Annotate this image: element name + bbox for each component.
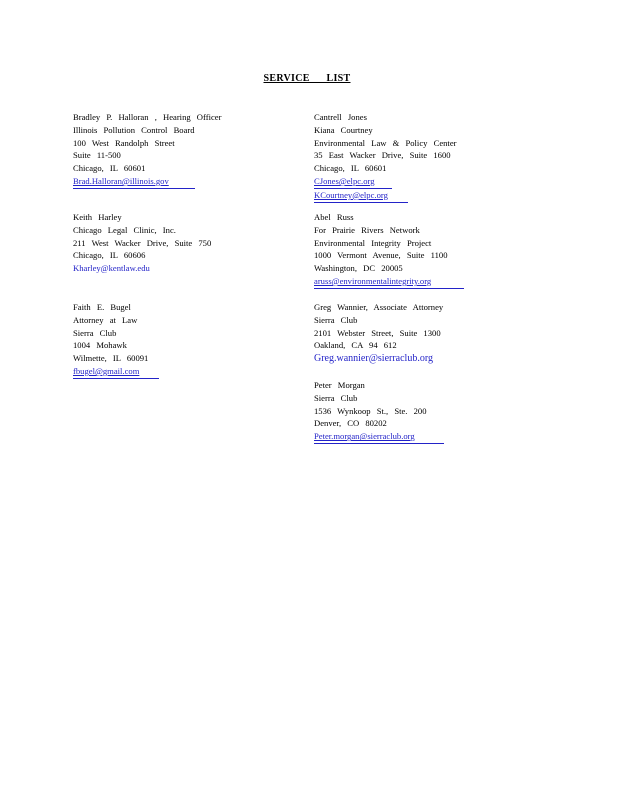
- entry-line: Chicago, IL 60606: [73, 250, 146, 261]
- entry-line: Chicago, IL 60601: [73, 163, 146, 174]
- entry-line: Denver, CO 80202: [314, 418, 387, 429]
- email-link[interactable]: Brad.Halloran@illinois.gov: [73, 175, 169, 186]
- entry-line: Environmental Integrity Project: [314, 237, 432, 248]
- email-link[interactable]: Peter.morgan@sierraclub.org: [314, 431, 415, 442]
- entry-line: Chicago Legal Clinic, Inc.: [73, 224, 176, 235]
- entry-line: Chicago, IL 60601: [314, 163, 387, 174]
- email-link[interactable]: CJones@elpc.org: [314, 175, 375, 186]
- entry-line: Attorney at Law: [73, 314, 138, 325]
- entry-line: 1536 Wynkoop St., Ste. 200: [314, 405, 427, 416]
- entry-line: Washington, DC 20005: [314, 263, 403, 274]
- service-entry: [73, 211, 211, 275]
- service-entry: [73, 301, 159, 379]
- entry-line: Abel Russ: [314, 212, 354, 222]
- entry-line: Sierra Club: [314, 392, 358, 403]
- email-link[interactable]: fbugel@gmail.com: [73, 365, 140, 376]
- entry-line: Suite 11-500: [73, 150, 121, 161]
- entry-line: 100 West Randolph Street: [73, 137, 175, 148]
- service-entry: [314, 111, 457, 203]
- entry-line: Kiana Courtney: [314, 124, 373, 135]
- entry-line: Faith E. Bugel: [73, 302, 131, 312]
- service-entry: [314, 301, 443, 365]
- email-link[interactable]: KCourtney@elpc.org: [314, 189, 388, 200]
- document-title: SERVICE LIST: [263, 73, 351, 84]
- email-link[interactable]: Kharley@kentlaw.edu: [73, 263, 150, 274]
- entry-line: Bradley P. Halloran , Hearing Officer: [73, 112, 222, 122]
- entry-line: 35 East Wacker Drive, Suite 1600: [314, 150, 451, 161]
- email-link[interactable]: aruss@environmentalintegrity.org: [314, 275, 432, 286]
- service-entry: [73, 111, 221, 189]
- email-link[interactable]: Greg.wannier@sierraclub.org: [314, 353, 433, 365]
- entry-line: Oakland, CA 94 612: [314, 340, 397, 351]
- service-entry: [314, 379, 444, 444]
- entry-line: 1004 Mohawk: [73, 340, 127, 351]
- entry-line: 1000 Vermont Avenue, Suite 1100: [314, 250, 448, 261]
- entry-line: Sierra Club: [73, 327, 117, 338]
- entry-line: Wilmette, IL 60091: [73, 353, 149, 364]
- entry-line: Sierra Club: [314, 314, 358, 325]
- entry-line: Peter Morgan: [314, 380, 365, 390]
- entry-line: Environmental Law & Policy Center: [314, 137, 457, 148]
- entry-line: Keith Harley: [73, 212, 122, 222]
- entry-line: 211 West Wacker Drive, Suite 750: [73, 237, 212, 248]
- entry-line: 2101 Webster Street, Suite 1300: [314, 327, 441, 338]
- entry-line: Cantrell Jones: [314, 112, 367, 122]
- entry-line: For Prairie Rivers Network: [314, 224, 420, 235]
- entry-line: Illinois Pollution Control Board: [73, 124, 195, 135]
- service-entry: [314, 211, 464, 289]
- entry-line: Greg Wannier, Associate Attorney: [314, 302, 444, 312]
